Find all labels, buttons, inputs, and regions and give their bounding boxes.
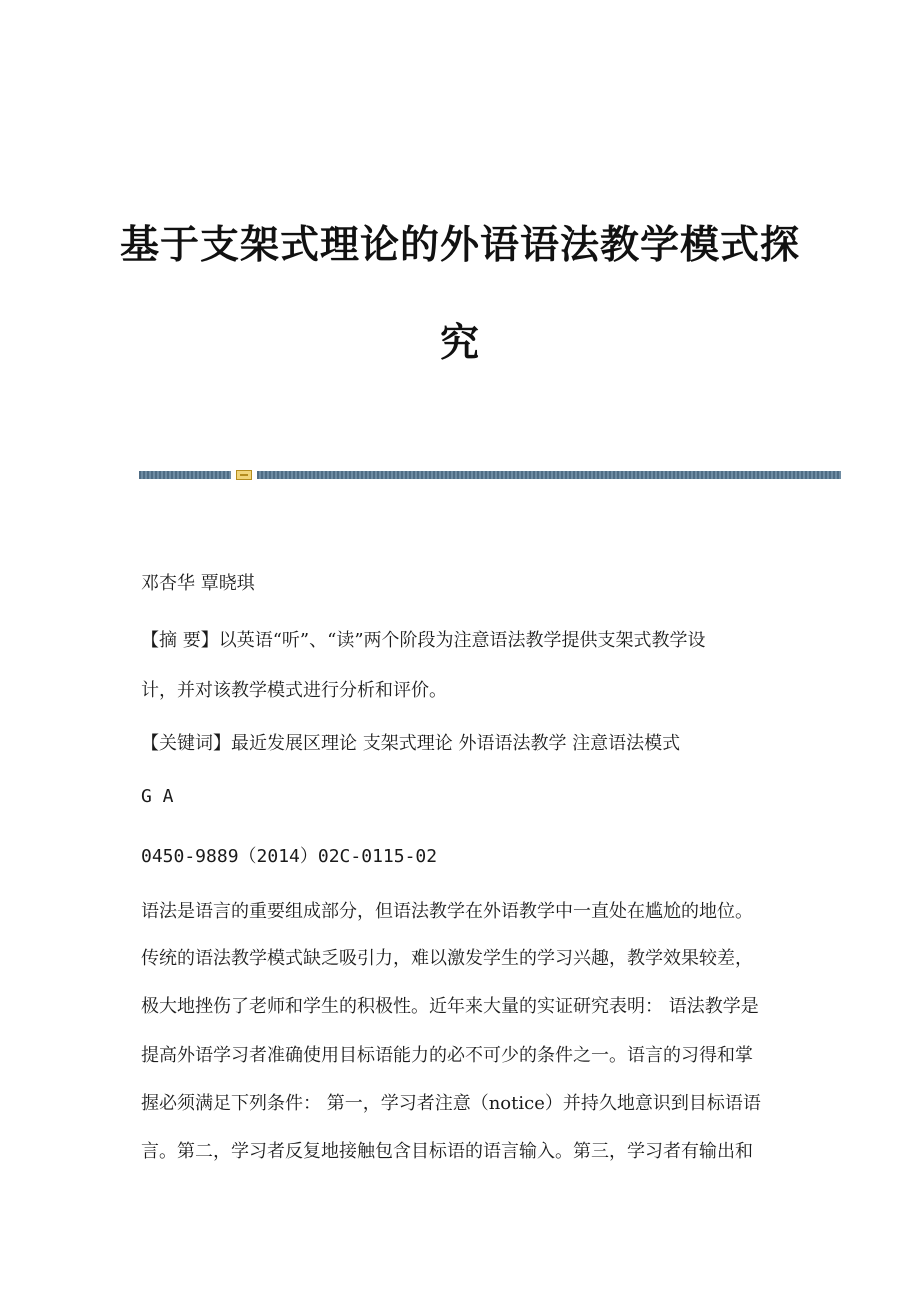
divider-ornament-icon [236,470,252,480]
classification-code: G A [141,786,174,807]
article-number: 0450-9889（2014）02C-0115-02 [141,846,438,867]
body-line: 提高外语学习者准确使用目标语能力的必不可少的条件之一。语言的习得和掌 [141,1045,753,1066]
body-line: 言。第二，学习者反复地接触包含目标语的语言输入。第三，学习者有输出和 [141,1141,753,1162]
keywords: 【关键词】最近发展区理论 支架式理论 外语语法教学 注意语法模式 [141,733,681,754]
divider-bar-right [257,471,841,479]
title-line-2: 究 [439,320,480,366]
authors: 邓杏华 覃晓琪 [141,573,255,594]
body-line: 语法是语言的重要组成部分，但语法教学在外语教学中一直处在尴尬的地位。 [141,901,753,922]
title-line-1: 基于支架式理论的外语语法教学模式探 [119,222,800,268]
body-line: 握必须满足下列条件： 第一，学习者注意（notice）并持久地意识到目标语语 [141,1093,761,1114]
decorative-divider [139,471,841,479]
abstract-line-1: 【摘 要】以英语“听”、“读”两个阶段为注意语法教学提供支架式教学设 [141,630,706,651]
body-line: 传统的语法教学模式缺乏吸引力，难以激发学生的学习兴趣，教学效果较差， [141,948,753,969]
abstract-line-2: 计，并对该教学模式进行分析和评价。 [141,680,447,701]
body-line: 极大地挫伤了老师和学生的积极性。近年来大量的实证研究表明： 语法教学是 [141,996,759,1017]
divider-bar-left [139,471,231,479]
